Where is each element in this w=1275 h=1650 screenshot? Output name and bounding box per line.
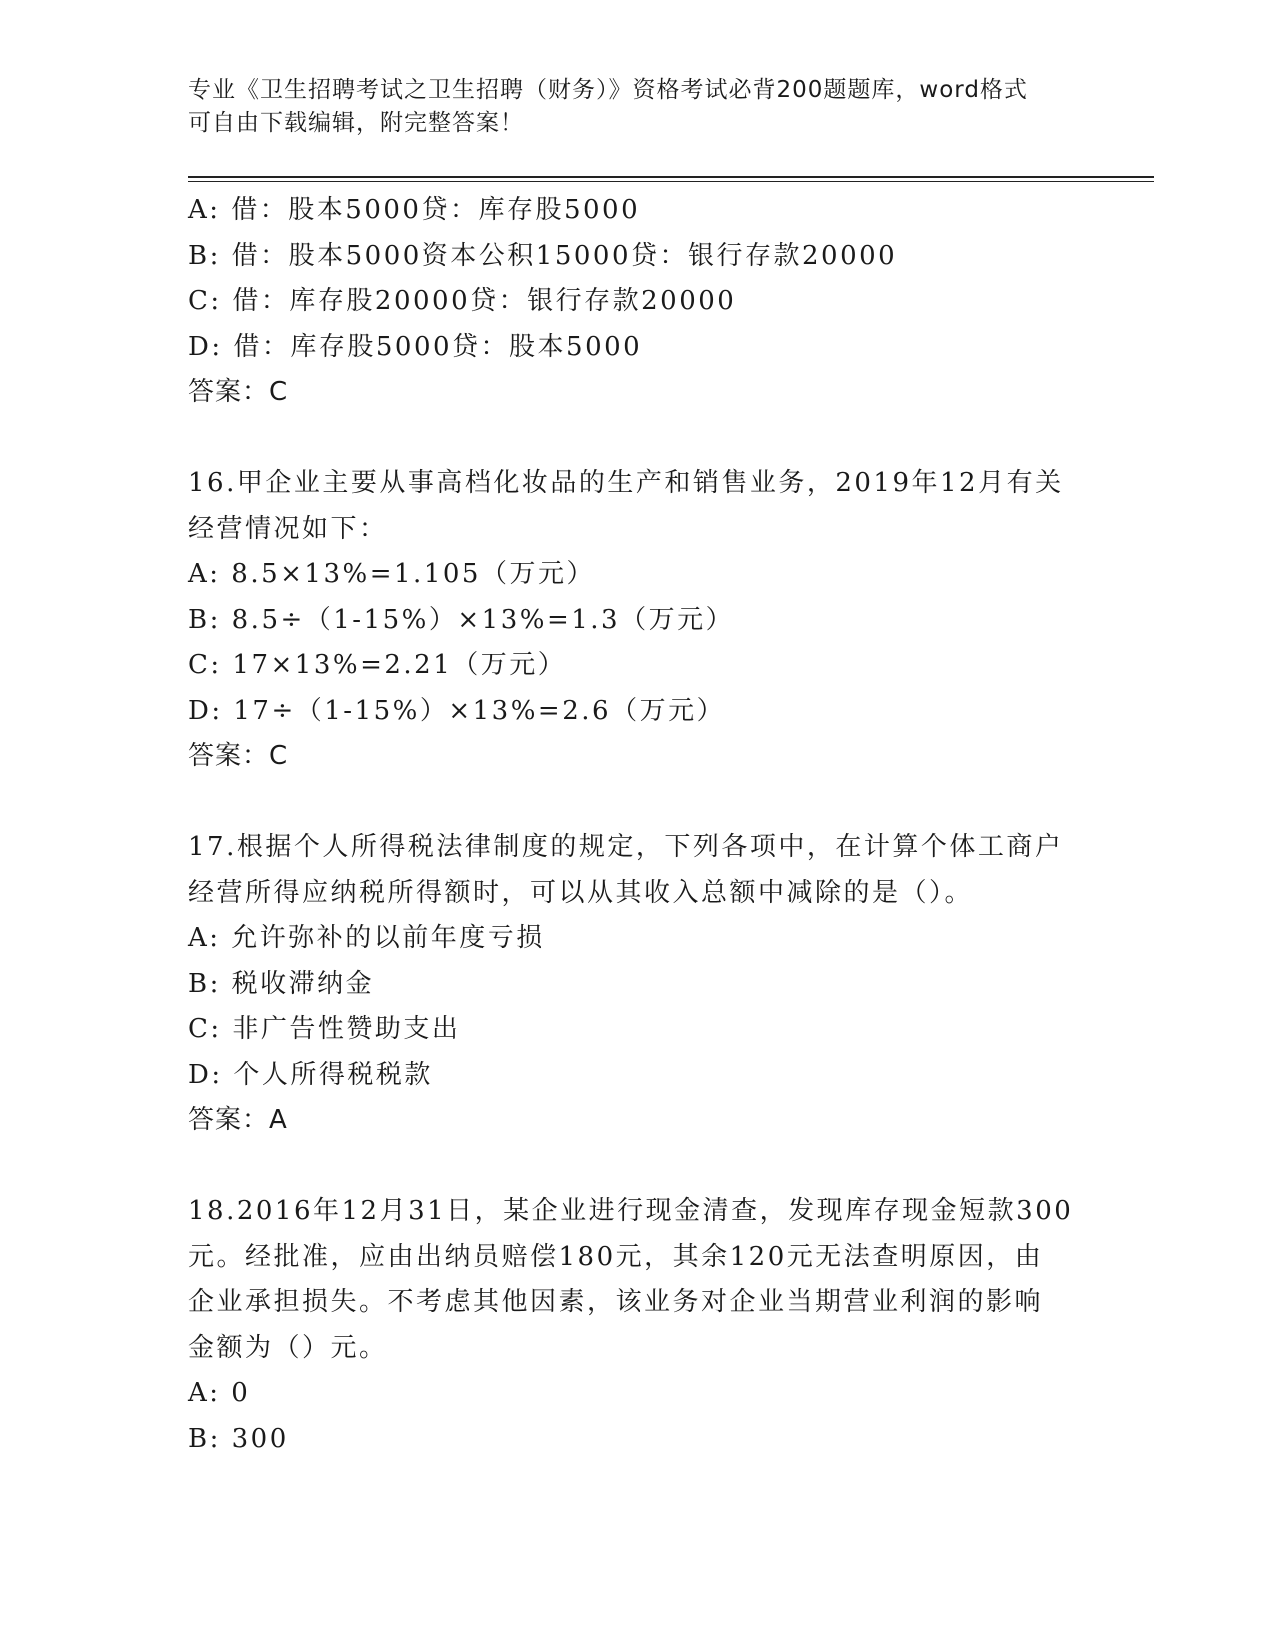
header-line-1: 专业《卫生招聘考试之卫生招聘（财务）》资格考试必背200题题库，word格式: [188, 77, 1028, 103]
header-line-2: 可自由下载编辑，附完整答案！: [188, 110, 524, 136]
question-stem-line: 16.甲企业主要从事高档化妆品的生产和销售业务，2019年12月有关: [188, 468, 1064, 498]
answer: 答案：C: [188, 377, 289, 407]
question-stem-line: 金额为（）元。: [188, 1332, 388, 1363]
option-c: C: 17×13%=2.21（万元）: [188, 650, 567, 680]
option-a: A: 允许弥补的以前年度亏损: [188, 923, 545, 953]
question-stem-line: 经营情况如下：: [188, 513, 388, 544]
question-stem-line: 元。经批准，应由出纳员赔偿180元，其余120元无法查明原因，由: [188, 1241, 1044, 1272]
header-rule-thick: [188, 176, 1154, 178]
question-stem-line: 企业承担损失。不考虑其他因素，该业务对企业当期营业利润的影响: [188, 1287, 1044, 1317]
question-18: [188, 1189, 1088, 1462]
option-c: C: 借：库存股20000贷：银行存款20000: [188, 286, 737, 316]
question-stem-line: 经营所得应纳税所得额时，可以从其收入总额中减除的是（）。: [188, 877, 974, 908]
question-16: [188, 461, 1088, 780]
option-b: B: 税收滞纳金: [188, 968, 375, 999]
option-d: D: 个人所得税税款: [188, 1059, 433, 1090]
option-d: D: 17÷（1-15%）×13%=2.6（万元）: [188, 695, 726, 726]
option-b: B: 8.5÷（1-15%）×13%=1.3（万元）: [188, 604, 735, 635]
spacer: [188, 780, 1088, 826]
option-a: A: 0: [188, 1378, 251, 1408]
question-stem-line: 17.根据个人所得税法律制度的规定，下列各项中，在计算个体工商户: [188, 832, 1064, 862]
option-a: A: 8.5×13%=1.105（万元）: [188, 559, 595, 589]
spacer: [188, 416, 1088, 462]
question-17: [188, 825, 1088, 1144]
header-rule-thin: [188, 181, 1154, 182]
question-stem-line: 18.2016年12月31日，某企业进行现金清查，发现库存现金短款300: [188, 1196, 1074, 1226]
document-body: [188, 188, 1088, 1462]
answer: 答案：C: [188, 741, 289, 771]
option-b: B: 300: [188, 1423, 289, 1454]
question-15: [188, 188, 1088, 416]
option-b: B: 借：股本5000资本公积15000贷：银行存款20000: [188, 240, 898, 271]
answer: 答案：A: [188, 1105, 288, 1135]
option-d: D: 借：库存股5000贷：股本5000: [188, 331, 643, 362]
option-a: A: 借：股本5000贷：库存股5000: [188, 195, 641, 225]
document-header: [188, 74, 1088, 140]
option-c: C: 非广告性赞助支出: [188, 1014, 461, 1044]
spacer: [188, 1144, 1088, 1190]
